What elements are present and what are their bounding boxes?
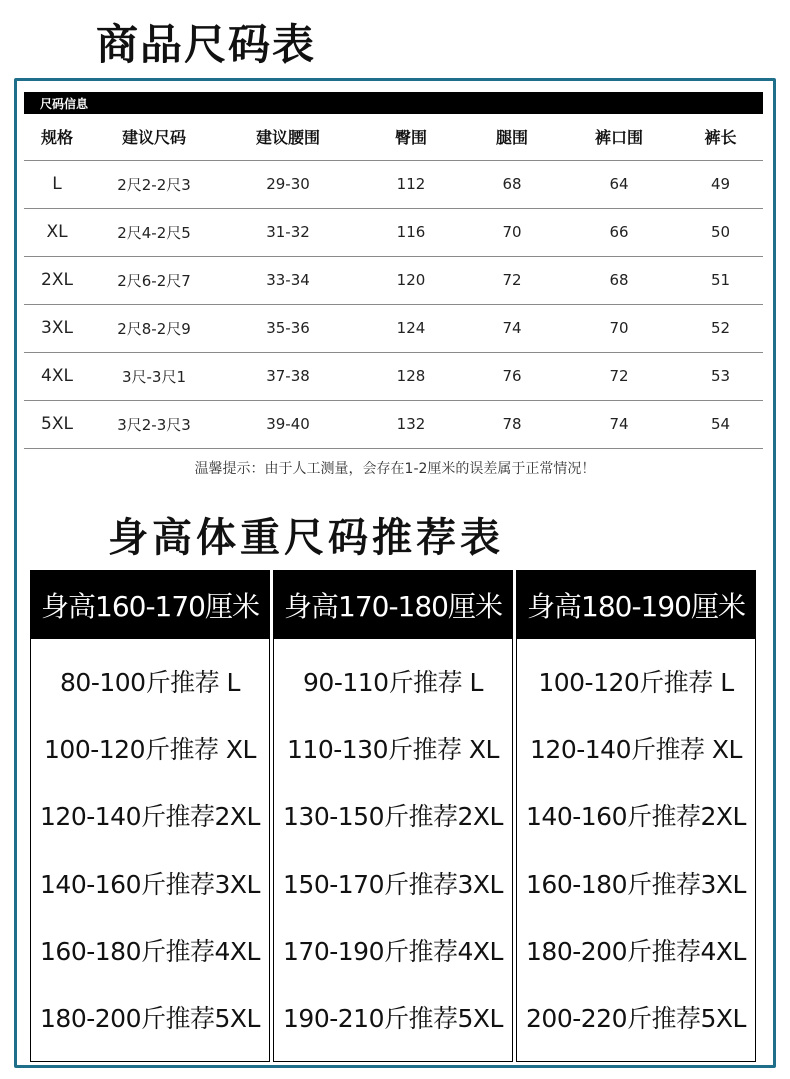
- header-length: 裤长: [678, 114, 763, 160]
- table-cell: L: [24, 160, 90, 208]
- recommend-column-body: [273, 639, 513, 1062]
- list-item: 200-220斤推荐5XL: [526, 1004, 746, 1034]
- list-item: 110-130斤推荐 XL: [287, 734, 499, 764]
- recommend-column-body: [516, 639, 756, 1062]
- table-cell: 74: [464, 304, 560, 352]
- list-item: 180-200斤推荐5XL: [40, 1004, 260, 1034]
- table-row: [24, 256, 763, 304]
- table-cell: 49: [678, 160, 763, 208]
- list-item: 190-210斤推荐5XL: [283, 1004, 503, 1034]
- table-cell: 2尺4-2尺5: [90, 208, 218, 256]
- table-row: [24, 160, 763, 208]
- table-cell: 70: [560, 304, 678, 352]
- table-cell: 124: [358, 304, 464, 352]
- list-item: 150-170斤推荐3XL: [283, 869, 503, 899]
- table-cell: 76: [464, 352, 560, 400]
- list-item: 160-180斤推荐3XL: [526, 869, 746, 899]
- table-cell: 72: [464, 256, 560, 304]
- table-cell: 3尺2-3尺3: [90, 400, 218, 448]
- table-cell: 68: [464, 160, 560, 208]
- list-item: 100-120斤推荐 L: [538, 667, 734, 697]
- table-cell: 3尺-3尺1: [90, 352, 218, 400]
- table-cell: 35-36: [218, 304, 358, 352]
- table-cell: 116: [358, 208, 464, 256]
- table-cell: 120: [358, 256, 464, 304]
- header-suggested-size: 建议尺码: [90, 114, 218, 160]
- list-item: 80-100斤推荐 L: [60, 667, 240, 697]
- size-table: [24, 114, 763, 449]
- table-cell: 5XL: [24, 400, 90, 448]
- table-cell: 112: [358, 160, 464, 208]
- table-cell: 132: [358, 400, 464, 448]
- table-cell: 78: [464, 400, 560, 448]
- recommend-column: [30, 570, 270, 1062]
- list-item: 180-200斤推荐4XL: [526, 936, 746, 966]
- table-row: [24, 352, 763, 400]
- table-cell: 2尺2-2尺3: [90, 160, 218, 208]
- list-item: 140-160斤推荐2XL: [526, 802, 746, 832]
- table-cell: 33-34: [218, 256, 358, 304]
- table-cell: 70: [464, 208, 560, 256]
- table-cell: 2尺6-2尺7: [90, 256, 218, 304]
- list-item: 120-140斤推荐 XL: [530, 734, 742, 764]
- table-cell: 2XL: [24, 256, 90, 304]
- list-item: 140-160斤推荐3XL: [40, 869, 260, 899]
- table-cell: 68: [560, 256, 678, 304]
- recommend-column: [516, 570, 756, 1062]
- list-item: 160-180斤推荐4XL: [40, 936, 260, 966]
- table-cell: 64: [560, 160, 678, 208]
- table-cell: 39-40: [218, 400, 358, 448]
- recommend-title: 身高体重尺码推荐表: [108, 515, 504, 561]
- table-cell: 53: [678, 352, 763, 400]
- header-thigh: 腿围: [464, 114, 560, 160]
- list-item: 120-140斤推荐2XL: [40, 802, 260, 832]
- recommend-column: [273, 570, 513, 1062]
- table-cell: 66: [560, 208, 678, 256]
- header-leg-opening: 裤口围: [560, 114, 678, 160]
- table-cell: 2尺8-2尺9: [90, 304, 218, 352]
- table-header-row: [24, 114, 763, 160]
- table-cell: 51: [678, 256, 763, 304]
- table-row: [24, 208, 763, 256]
- list-item: 90-110斤推荐 L: [303, 667, 483, 697]
- table-cell: 50: [678, 208, 763, 256]
- page-title: 商品尺码表: [96, 20, 317, 69]
- list-item: 100-120斤推荐 XL: [44, 734, 256, 764]
- table-cell: XL: [24, 208, 90, 256]
- header-suggested-waist: 建议腰围: [218, 114, 358, 160]
- list-item: 170-190斤推荐4XL: [283, 936, 503, 966]
- header-hip: 臀围: [358, 114, 464, 160]
- table-cell: 54: [678, 400, 763, 448]
- table-row: [24, 400, 763, 448]
- table-cell: 3XL: [24, 304, 90, 352]
- table-cell: 72: [560, 352, 678, 400]
- table-cell: 74: [560, 400, 678, 448]
- table-cell: 4XL: [24, 352, 90, 400]
- table-cell: 31-32: [218, 208, 358, 256]
- recommend-column-header: 身高180-190厘米: [516, 570, 756, 639]
- recommend-column-body: [30, 639, 270, 1062]
- table-cell: 29-30: [218, 160, 358, 208]
- recommend-column-header: 身高170-180厘米: [273, 570, 513, 639]
- header-size: 规格: [24, 114, 90, 160]
- size-info-bar: 尺码信息: [24, 92, 763, 114]
- measurement-note: 温馨提示：由于人工测量，会存在1-2厘米的误差属于正常情况！: [194, 461, 596, 477]
- recommend-grid: [30, 570, 756, 1062]
- list-item: 130-150斤推荐2XL: [283, 802, 503, 832]
- recommend-column-header: 身高160-170厘米: [30, 570, 270, 639]
- table-cell: 128: [358, 352, 464, 400]
- table-cell: 52: [678, 304, 763, 352]
- table-row: [24, 304, 763, 352]
- table-cell: 37-38: [218, 352, 358, 400]
